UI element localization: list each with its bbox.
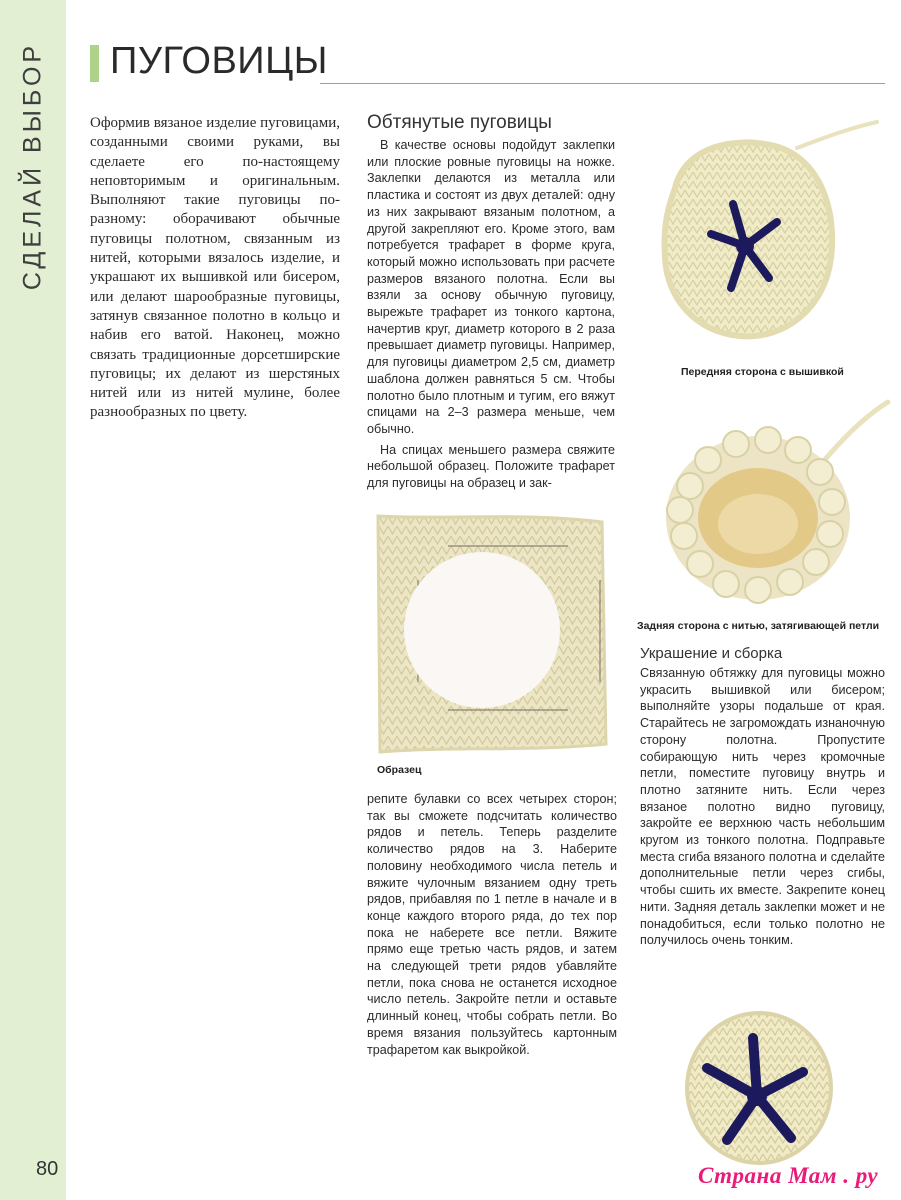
title-divider bbox=[320, 83, 885, 84]
decoration-text bbox=[640, 665, 885, 949]
section-label bbox=[0, 0, 66, 300]
front-button-illustration bbox=[645, 118, 890, 368]
covered-buttons-heading: Обтянутые пуговицы bbox=[367, 112, 552, 133]
sample-caption: Образец bbox=[377, 764, 422, 776]
covered-buttons-paragraph-2: На спицах меньшего размера свяжите небольшой образец. Положите трафарет для пуговицы на образец и зак- bbox=[367, 442, 615, 491]
decoration-paragraph: Связанную обтяжку для пуговицы можно украсить вышивкой или бисером; выполняйте узоры подальше от края. Старайтесь не загромождать изнаночную сторону полотна. Пропустите собирающую нить через кромочные петли, поместите пуговицу внутрь и плотно затяните нить. Если через вязаное полотно видно пуговицу, закройте ее верхнюю часть небольшим кругом из тонкого полотна. Подправьте места сгиба вязаного полотна и сделайте дополнительные петли через сгибы, чтобы сшить их вместе. Закрепите конец нити. Задняя деталь заклепки может и не понадобиться, если только полотно не получилось очень тонким. bbox=[640, 666, 885, 948]
finished-button-illustration bbox=[683, 1010, 835, 1166]
title-accent-bar bbox=[90, 45, 99, 82]
section-label-text: СДЕЛАЙ ВЫБОР bbox=[18, 41, 47, 291]
back-button-illustration bbox=[650, 398, 895, 613]
front-caption: Передняя сторона с вышивкой bbox=[681, 366, 844, 378]
sample-swatch-illustration bbox=[370, 506, 608, 758]
covered-buttons-paragraph-1: В качестве основы подойдут заклепки или плоские ровные пуговицы на ножке. Заклепки делаются из металла или пластика и состоят из двух деталей: одну из них закрывают вязаным полотном, а другой закрепляют его. Кроме этого, вам потребуется трафарет в форме круга, который можно использовать при расчете размеров вязаного полотна. Если вы взяли за основу обычную пуговицу, вырежьте трафарет из тонкого картона, начертив круг, диаметр которого в 2 раза превышает диаметр пуговицы. Например, для пуговицы диаметром 2,5 см, диаметр шаблона должен равняться 5 см. Чтобы полотно было плотным и тугим, его вяжут спицами на 2–3 размера меньше, чем обычно. bbox=[367, 138, 615, 436]
covered-buttons-continuation bbox=[367, 791, 617, 1058]
back-caption: Задняя сторона с нитью, затягивающей петли bbox=[637, 620, 880, 632]
covered-buttons-text bbox=[367, 137, 615, 492]
watermark: Страна Мам . ру bbox=[698, 1163, 879, 1188]
continuation-paragraph: репите булавки со всех четырех сторон; так вы сможете подсчитать количество рядов и петель. Теперь разделите количество рядов на 3. Наберите половину необходимого числа петель и вяжите чулочным вязанием одну треть рядов, прибавляя по 1 петле в начале и в конце каждого второго ряда, до тех пор пока не наберете все петли. Вяжите прямо еще третью часть рядов, и затем на следующей трети рядов убавляйте петли, пока снова не останется исходное число петель. Закройте петли и оставьте длинный конец, чтобы собрать петли. Во время вязания пользуйтесь картонным трафаретом как выкройкой. bbox=[367, 792, 617, 1057]
sidebar bbox=[0, 0, 66, 1200]
page-number: 80 bbox=[36, 1158, 59, 1180]
intro-paragraph: Оформив вязаное изделие пуговицами, созданными своими руками, вы сделаете его по-настоящему неповторимым и оригинальным. Выполняют такие пуговицы по-разному: оборачивают обычные пуговицы полотном, связанным из нитей, которыми вязалось изделие, и украшают их вышивкой или бисером, или делают шарообразные пуговицы, затянув связанное полотно в кольцо и набив его ватой. Наконец, можно связать традиционные дорсетширские пуговицы; их делают из шерстяных нитей или из нитей мулине, более разнообразных по цвету. bbox=[90, 115, 340, 421]
decoration-heading: Украшение и сборка bbox=[640, 645, 783, 662]
page-title: ПУГОВИЦЫ bbox=[110, 40, 328, 82]
